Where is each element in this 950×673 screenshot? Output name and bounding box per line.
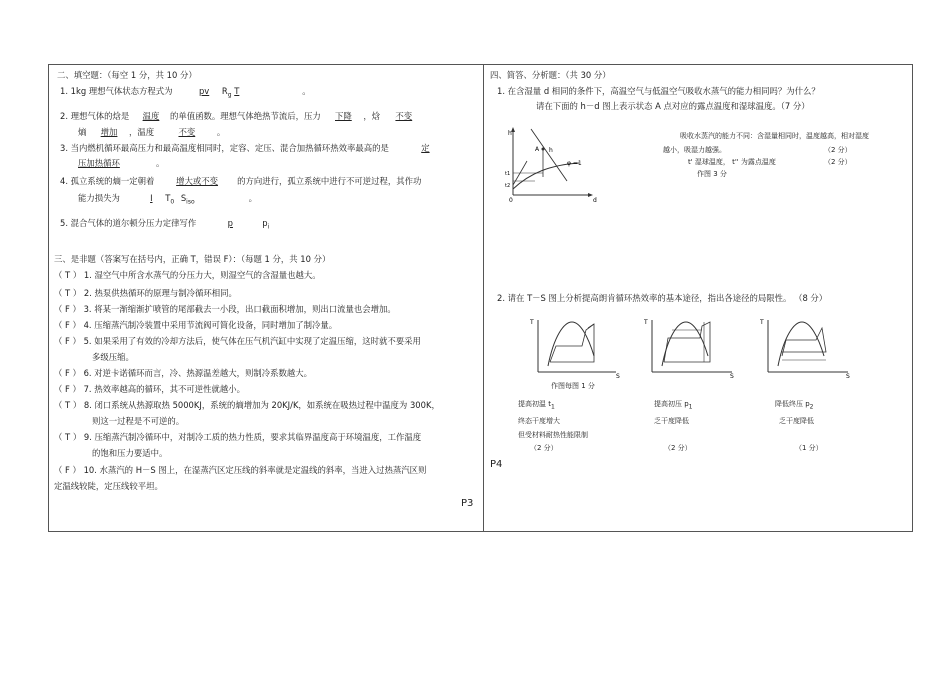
ts2-axis-s: S [730, 373, 734, 378]
hd-point-a-label: A [535, 146, 540, 153]
q1-answer-1: 吸收水蒸汽的能力不同：含湿量相同时，温度越高，相对湿度 [680, 132, 869, 140]
col1-head: 提高初温 t1 [518, 400, 555, 411]
q1-answer-4: 作图 3 分 [697, 170, 727, 178]
judgement-text: 9. 压缩蒸汽制冷循环中，对制冷工质的热力性质，要求其临界温度高于环境温度，工作温度 [83, 432, 422, 442]
page-number-p3: P3 [461, 498, 474, 509]
judgement-item: （ T ） 9. 压缩蒸汽制冷循环中，对制冷工质的热力性质，要求其临界温度高于环境温度，工作温度 [54, 432, 422, 442]
judgement-text: 1. 湿空气中所含水蒸气的分压力大，则湿空气的含湿量也越大。 [83, 270, 321, 280]
fill-q4-line2: 能力损失为 I $T_0$ $S_{iso}$ 。 [78, 193, 258, 206]
ts3-axis-t: T [760, 319, 764, 326]
judgement-text: 4. 压缩蒸汽制冷装置中采用节流阀可简化设备，同时增加了制冷量。 [83, 320, 338, 330]
judgement-item: （ T ） 2. 热泵供热循环的原理与制冷循环相同。 [54, 288, 237, 298]
ts1-axis-t: T [530, 319, 534, 326]
judgement-item: （ F ） 5. 如果采用了有效的冷却方法后，使气体在压气机汽缸中实现了定温压缩，这时就不要采用 [54, 336, 421, 346]
fill-q3-line2: 压加热循环 。 [78, 158, 165, 168]
judgement-text: 8. 闭口系统从热源取热 5000KJ，系统的熵增加为 20KJ/K，如系统在吸热过程中温度为 300K， [83, 400, 440, 410]
q1-line2: 请在下面的 h－d 图上表示状态 A 点对应的露点温度和湿球温度。（7 分） [536, 101, 810, 111]
ts-diagram-2 [644, 316, 739, 378]
hd-d-label: d [593, 197, 597, 204]
q2-title: 2. 请在 T－S 图上分析提高朗肯循环热效率的基本途径，指出各途径的局限性。 （8 分） [497, 293, 828, 303]
col1-line1: 终态干度增大 [518, 417, 560, 425]
hd-t1-label: t1 [505, 171, 511, 177]
col3-score: （1 分） [795, 444, 823, 452]
judgement-10: （ F ） 10. 水蒸汽的 H－S 图上，在湿蒸汽区定压线的斜率就是定温线的斜率，当进入过热蒸汽区则 [54, 465, 427, 475]
page-number-p4: P4 [490, 459, 503, 470]
section-2-title: 二、填空题：（每空 1 分，共 10 分） [57, 70, 197, 80]
judgement-mark: T [65, 400, 71, 410]
judgement-item: （ F ） 6. 对逆卡诺循环而言，冷、热源温差越大，则制冷系数越大。 [54, 368, 312, 378]
judgement-text: 2. 热泵供热循环的原理与制冷循环相同。 [83, 288, 237, 298]
fill-q3-line1: 3. 当内燃机循环最高压力和最高温度相同时，定容、定压、混合加热循环热效率最高的是 定 [60, 143, 430, 153]
judgement-text: 6. 对逆卡诺循环而言，冷、热源温差越大，则制冷系数越大。 [83, 368, 312, 378]
judgement-text-cont: 的饱和压力要适中。 [92, 448, 168, 458]
hd-h2-label: h [549, 147, 553, 154]
col2-score: （2 分） [664, 444, 692, 452]
ts-diagram-3 [760, 316, 855, 378]
judgement-item: （ F ） 4. 压缩蒸汽制冷装置中采用节流阀可简化设备，同时增加了制冷量。 [54, 320, 338, 330]
judgement-text: 7. 热效率越高的循环，其不可逆性就越小。 [83, 384, 245, 394]
ts1-axis-s: S [616, 373, 620, 378]
judgement-item: （ F ） 7. 热效率越高的循环，其不可逆性就越小。 [54, 384, 245, 394]
section-3-title: 三、是非题（答案写在括号内，正确 T，错误 F）：（每题 1 分，共 10 分） [54, 254, 331, 264]
hd-phi-label: φ =1 [567, 160, 582, 167]
judgement-text: 3. 将某一渐缩渐扩喷管的尾部截去一小段，出口截面积增加，则出口流量也会增加。 [83, 304, 396, 314]
fill-q2-line1: 2. 理想气体的焓是 温度 的单值函数。理想气体绝热节流后，压力 下降 ，焓 不变 [60, 111, 413, 121]
hd-h-label: h [508, 130, 512, 137]
fill-q5: 5. 混合气体的道尔顿分压力定律写作 p $p_i$ [60, 218, 270, 231]
fill-q4-line1: 4. 孤立系统的熵一定朝着 增大或不变 的方向进行，孤立系统中进行不可逆过程，其作功 [60, 176, 422, 186]
hd-origin-label: 0 [509, 197, 513, 204]
judgement-text-cont: 则这一过程是不可逆的。 [92, 416, 185, 426]
judgement-item: （ T ） 1. 湿空气中所含水蒸气的分压力大，则湿空气的含湿量也越大。 [54, 270, 321, 280]
hd-diagram [505, 125, 605, 205]
ts-diagram-1 [528, 316, 623, 378]
section-4-title: 四、简答、分析题：（共 30 分） [490, 70, 611, 80]
fill-q2-line2: 熵 增加 ，温度 不变 。 [78, 127, 226, 137]
column-divider [483, 64, 484, 532]
col1-score: （2 分） [530, 444, 558, 452]
judgement-mark: F [65, 304, 70, 314]
judgement-item: （ F ） 3. 将某一渐缩渐扩喷管的尾部截去一小段，出口截面积增加，则出口流量也会增加。 [54, 304, 396, 314]
col1-line2: 但受材料耐热性能限制 [518, 431, 588, 439]
q1-line1: 1. 在含湿量 d 相同的条件下，高温空气与低温空气吸收水蒸气的能力相同吗？为什么？ [497, 86, 820, 96]
judgement-mark: T [65, 432, 71, 442]
q1-answer-2: 越小，吸湿力越强。 [663, 146, 726, 154]
judgement-item: （ T ） 8. 闭口系统从热源取热 5000KJ，系统的熵增加为 20KJ/K，如系统在吸热过程中温度为 300K， [54, 400, 440, 410]
col3-head: 降低终压 p2 [775, 400, 814, 411]
ts2-axis-t: T [644, 319, 648, 326]
judgement-mark: T [65, 288, 71, 298]
ts3-axis-s: S [846, 373, 850, 378]
judgement-mark: F [65, 336, 70, 346]
hd-t2-label: t2 [505, 183, 511, 189]
judgement-10-cont: 定温线较陡，定压线较平坦。 [54, 481, 163, 491]
judgement-mark: T [65, 270, 71, 280]
judgement-text-cont: 多级压缩。 [92, 352, 134, 362]
q1-answer-3: t' 湿球温度， t'' 为露点温度 [688, 158, 776, 166]
col3-line1: 乏干度降低 [779, 417, 814, 425]
q1-answer-2-score: （2 分） [824, 146, 852, 154]
q1-answer-3-score: （2 分） [824, 158, 852, 166]
judgement-mark: F [65, 320, 70, 330]
ts-figure-note: 作图每图 1 分 [551, 382, 595, 390]
judgement-mark: F [65, 368, 70, 378]
col2-line1: 乏干度降低 [654, 417, 689, 425]
judgement-mark: F [65, 384, 70, 394]
fill-q1: 1. 1kg 理想气体状态方程式为 pv $R_g$ T 。 [60, 86, 311, 99]
col2-head: 提高初压 p1 [654, 400, 693, 411]
judgement-text: 5. 如果采用了有效的冷却方法后，使气体在压气机汽缸中实现了定温压缩，这时就不要采用 [83, 336, 421, 346]
